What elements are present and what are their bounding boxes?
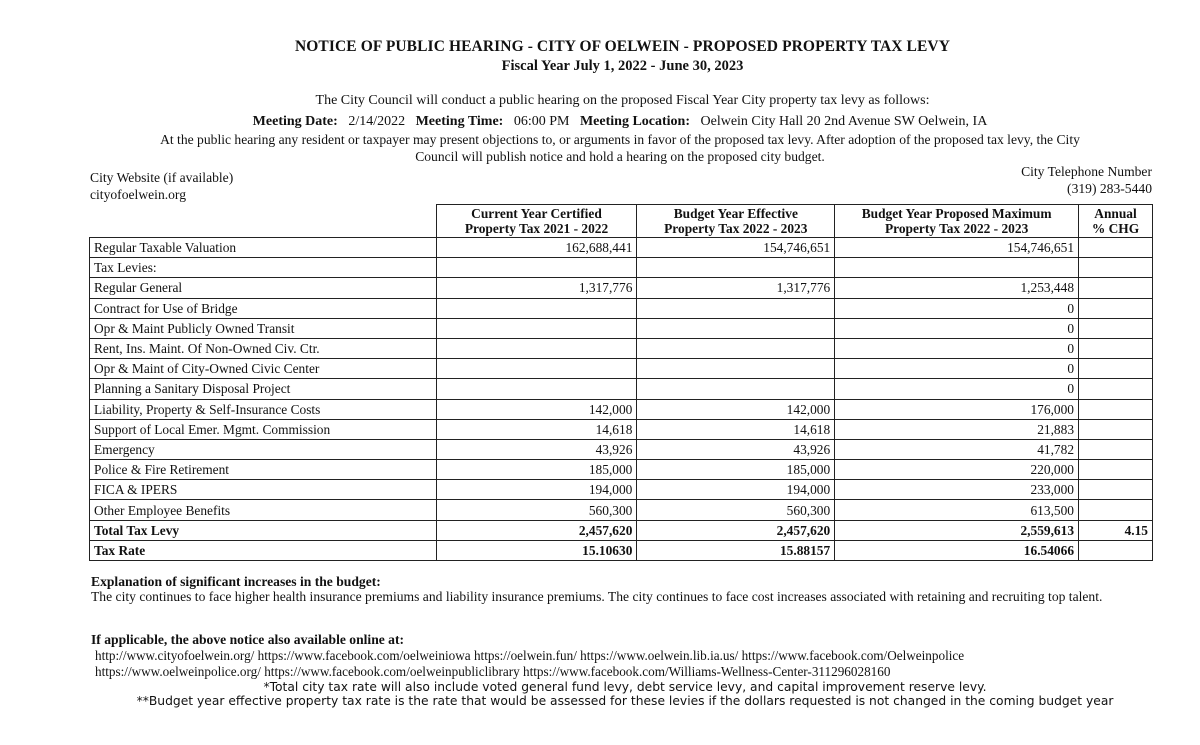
table-row bbox=[90, 460, 1153, 480]
meeting-time-label: Meeting Time: bbox=[415, 114, 504, 129]
hearing-paragraph bbox=[80, 131, 1160, 165]
table-cell bbox=[1079, 258, 1153, 278]
meeting-details bbox=[0, 114, 1200, 130]
table-row bbox=[90, 439, 1153, 459]
column-header: Budget Year Proposed Maximum Property Tax 2022 - 2023 bbox=[835, 205, 1079, 238]
meeting-location-label: Meeting Location: bbox=[579, 114, 690, 129]
table-cell: 0 bbox=[835, 298, 1079, 318]
table-cell: 15.88157 bbox=[637, 540, 835, 560]
table-cell bbox=[1079, 399, 1153, 419]
table-cell: 162,688,441 bbox=[436, 238, 637, 258]
table-cell: 1,317,776 bbox=[436, 278, 637, 298]
table-cell bbox=[637, 318, 835, 338]
column-header: Annual % CHG bbox=[1079, 205, 1153, 238]
table-cell: 233,000 bbox=[835, 480, 1079, 500]
table-cell bbox=[835, 258, 1079, 278]
table-cell bbox=[436, 298, 637, 318]
table-cell bbox=[1079, 379, 1153, 399]
table-cell bbox=[436, 379, 637, 399]
levy-table bbox=[89, 204, 1153, 561]
table-cell bbox=[1079, 238, 1153, 258]
table-cell: 0 bbox=[835, 338, 1079, 358]
table-cell: 185,000 bbox=[436, 460, 637, 480]
table-cell: 560,300 bbox=[436, 500, 637, 520]
table-cell: 1,317,776 bbox=[637, 278, 835, 298]
table-cell: 220,000 bbox=[835, 460, 1079, 480]
table-row bbox=[90, 520, 1153, 540]
fiscal-year-subtitle: Fiscal Year July 1, 2022 - June 30, 2023 bbox=[501, 58, 744, 74]
row-label: Support of Local Emer. Mgmt. Commission bbox=[90, 419, 437, 439]
table-cell: 142,000 bbox=[436, 399, 637, 419]
phone-value: (319) 283-5440 bbox=[1067, 181, 1152, 196]
table-row bbox=[90, 399, 1153, 419]
table-row bbox=[90, 298, 1153, 318]
intro-text: The City Council will conduct a public hearing on the proposed Fiscal Year City property tax levy as follows: bbox=[315, 93, 930, 108]
table-cell bbox=[1079, 460, 1153, 480]
table-row bbox=[90, 500, 1153, 520]
row-label: Rent, Ins. Maint. Of Non-Owned Civ. Ctr. bbox=[90, 338, 437, 358]
website-value: cityofoelwein.org bbox=[90, 187, 187, 202]
table-row bbox=[90, 278, 1153, 298]
table-cell: 194,000 bbox=[436, 480, 637, 500]
table-cell bbox=[436, 258, 637, 278]
table-cell: 16.54066 bbox=[835, 540, 1079, 560]
table-cell bbox=[436, 318, 637, 338]
hearing-line-1: At the public hearing any resident or taxpayer may present objections to, or arguments in favor of the proposed tax levy. After adoption of the proposed tax levy, the City bbox=[160, 132, 1080, 147]
table-cell: 15.10630 bbox=[436, 540, 637, 560]
table-cell bbox=[1079, 480, 1153, 500]
table-cell bbox=[1079, 278, 1153, 298]
table-cell bbox=[436, 338, 637, 358]
table-cell: 194,000 bbox=[637, 480, 835, 500]
table-cell: 142,000 bbox=[637, 399, 835, 419]
table-row bbox=[90, 480, 1153, 500]
row-label: FICA & IPERS bbox=[90, 480, 437, 500]
row-label: Tax Rate bbox=[90, 540, 437, 560]
table-cell: 154,746,651 bbox=[637, 238, 835, 258]
table-cell: 2,457,620 bbox=[637, 520, 835, 540]
row-label: Other Employee Benefits bbox=[90, 500, 437, 520]
phone-label: City Telephone Number bbox=[1021, 164, 1152, 179]
table-cell bbox=[1079, 318, 1153, 338]
table-cell bbox=[637, 298, 835, 318]
online-links-line-2: https://www.oelweinpolice.org/ https://www.facebook.com/oelweinpubliclibrary https://www.facebook.com/Williams-Wellness-Center-311296028160 bbox=[95, 663, 891, 679]
table-row bbox=[90, 318, 1153, 338]
meeting-time: 06:00 PM bbox=[513, 114, 570, 129]
table-cell bbox=[1079, 419, 1153, 439]
row-label: Total Tax Levy bbox=[90, 520, 437, 540]
table-cell bbox=[637, 338, 835, 358]
meeting-location: Oelwein City Hall 20 2nd Avenue SW Oelwein, IA bbox=[700, 114, 988, 129]
table-cell bbox=[1079, 439, 1153, 459]
table-cell: 0 bbox=[835, 379, 1079, 399]
meeting-date: 2/14/2022 bbox=[348, 114, 406, 129]
table-cell bbox=[1079, 359, 1153, 379]
table-cell: 154,746,651 bbox=[835, 238, 1079, 258]
table-cell bbox=[436, 359, 637, 379]
row-label: Emergency bbox=[90, 439, 437, 459]
levy-table-body bbox=[90, 238, 1153, 561]
table-cell: 14,618 bbox=[436, 419, 637, 439]
footnote-effective-rate: **Budget year effective property tax rate is the rate that would be assessed for these levies if the dollars requested is not changed in the coming budget year bbox=[136, 694, 1114, 708]
table-cell: 14,618 bbox=[637, 419, 835, 439]
table-header-row bbox=[90, 205, 1153, 238]
table-cell: 4.15 bbox=[1079, 520, 1153, 540]
table-cell: 0 bbox=[835, 359, 1079, 379]
notice-title: NOTICE OF PUBLIC HEARING - CITY OF OELWEIN - PROPOSED PROPERTY TAX LEVY bbox=[294, 38, 951, 55]
row-label: Tax Levies: bbox=[90, 258, 437, 278]
row-label: Police & Fire Retirement bbox=[90, 460, 437, 480]
table-row bbox=[90, 419, 1153, 439]
online-heading: If applicable, the above notice also available online at: bbox=[91, 632, 405, 647]
table-cell: 613,500 bbox=[835, 500, 1079, 520]
table-cell bbox=[637, 379, 835, 399]
table-cell: 2,457,620 bbox=[436, 520, 637, 540]
table-cell bbox=[1079, 338, 1153, 358]
table-cell: 185,000 bbox=[637, 460, 835, 480]
explanation-heading: Explanation of significant increases in the budget: bbox=[91, 574, 381, 589]
row-label: Opr & Maint of City-Owned Civic Center bbox=[90, 359, 437, 379]
table-row bbox=[90, 238, 1153, 258]
footnote-total-rate: *Total city tax rate will also include voted general fund levy, debt service levy, and capital improvement reserve levy. bbox=[263, 680, 987, 694]
table-row bbox=[90, 379, 1153, 399]
table-cell bbox=[1079, 298, 1153, 318]
header-blank-cell bbox=[90, 205, 437, 238]
row-label: Regular General bbox=[90, 278, 437, 298]
row-label: Opr & Maint Publicly Owned Transit bbox=[90, 318, 437, 338]
table-row bbox=[90, 258, 1153, 278]
table-cell: 41,782 bbox=[835, 439, 1079, 459]
row-label: Contract for Use of Bridge bbox=[90, 298, 437, 318]
online-links-line-1: http://www.cityofoelwein.org/ https://www.facebook.com/oelweiniowa https://oelwein.fun/ https://www.oelwein.lib.ia.us/ https://www.facebook.com/Oelweinpolice bbox=[95, 648, 965, 663]
table-cell: 1,253,448 bbox=[835, 278, 1079, 298]
table-cell bbox=[1079, 500, 1153, 520]
explanation-body: The city continues to face higher health insurance premiums and liability insurance premiums. The city continues to face cost increases associated with retaining and recruiting top talent. bbox=[91, 589, 1103, 604]
table-cell: 176,000 bbox=[835, 399, 1079, 419]
row-label: Regular Taxable Valuation bbox=[90, 238, 437, 258]
table-cell bbox=[637, 258, 835, 278]
table-cell bbox=[637, 359, 835, 379]
online-links bbox=[95, 648, 1155, 679]
table-cell: 560,300 bbox=[637, 500, 835, 520]
table-cell: 43,926 bbox=[436, 439, 637, 459]
column-header: Budget Year Effective Property Tax 2022 - 2023 bbox=[637, 205, 835, 238]
website-label: City Website (if available) bbox=[90, 170, 234, 185]
table-row bbox=[90, 338, 1153, 358]
table-cell bbox=[1079, 540, 1153, 560]
column-header: Current Year Certified Property Tax 2021 - 2022 bbox=[436, 205, 637, 238]
row-label: Planning a Sanitary Disposal Project bbox=[90, 379, 437, 399]
hearing-line-2: Council will publish notice and hold a hearing on the proposed city budget. bbox=[415, 149, 825, 164]
table-row bbox=[90, 540, 1153, 560]
row-label: Liability, Property & Self-Insurance Costs bbox=[90, 399, 437, 419]
meeting-date-label: Meeting Date: bbox=[252, 114, 338, 129]
table-cell: 0 bbox=[835, 318, 1079, 338]
table-row bbox=[90, 359, 1153, 379]
table-cell: 2,559,613 bbox=[835, 520, 1079, 540]
table-cell: 21,883 bbox=[835, 419, 1079, 439]
table-cell: 43,926 bbox=[637, 439, 835, 459]
